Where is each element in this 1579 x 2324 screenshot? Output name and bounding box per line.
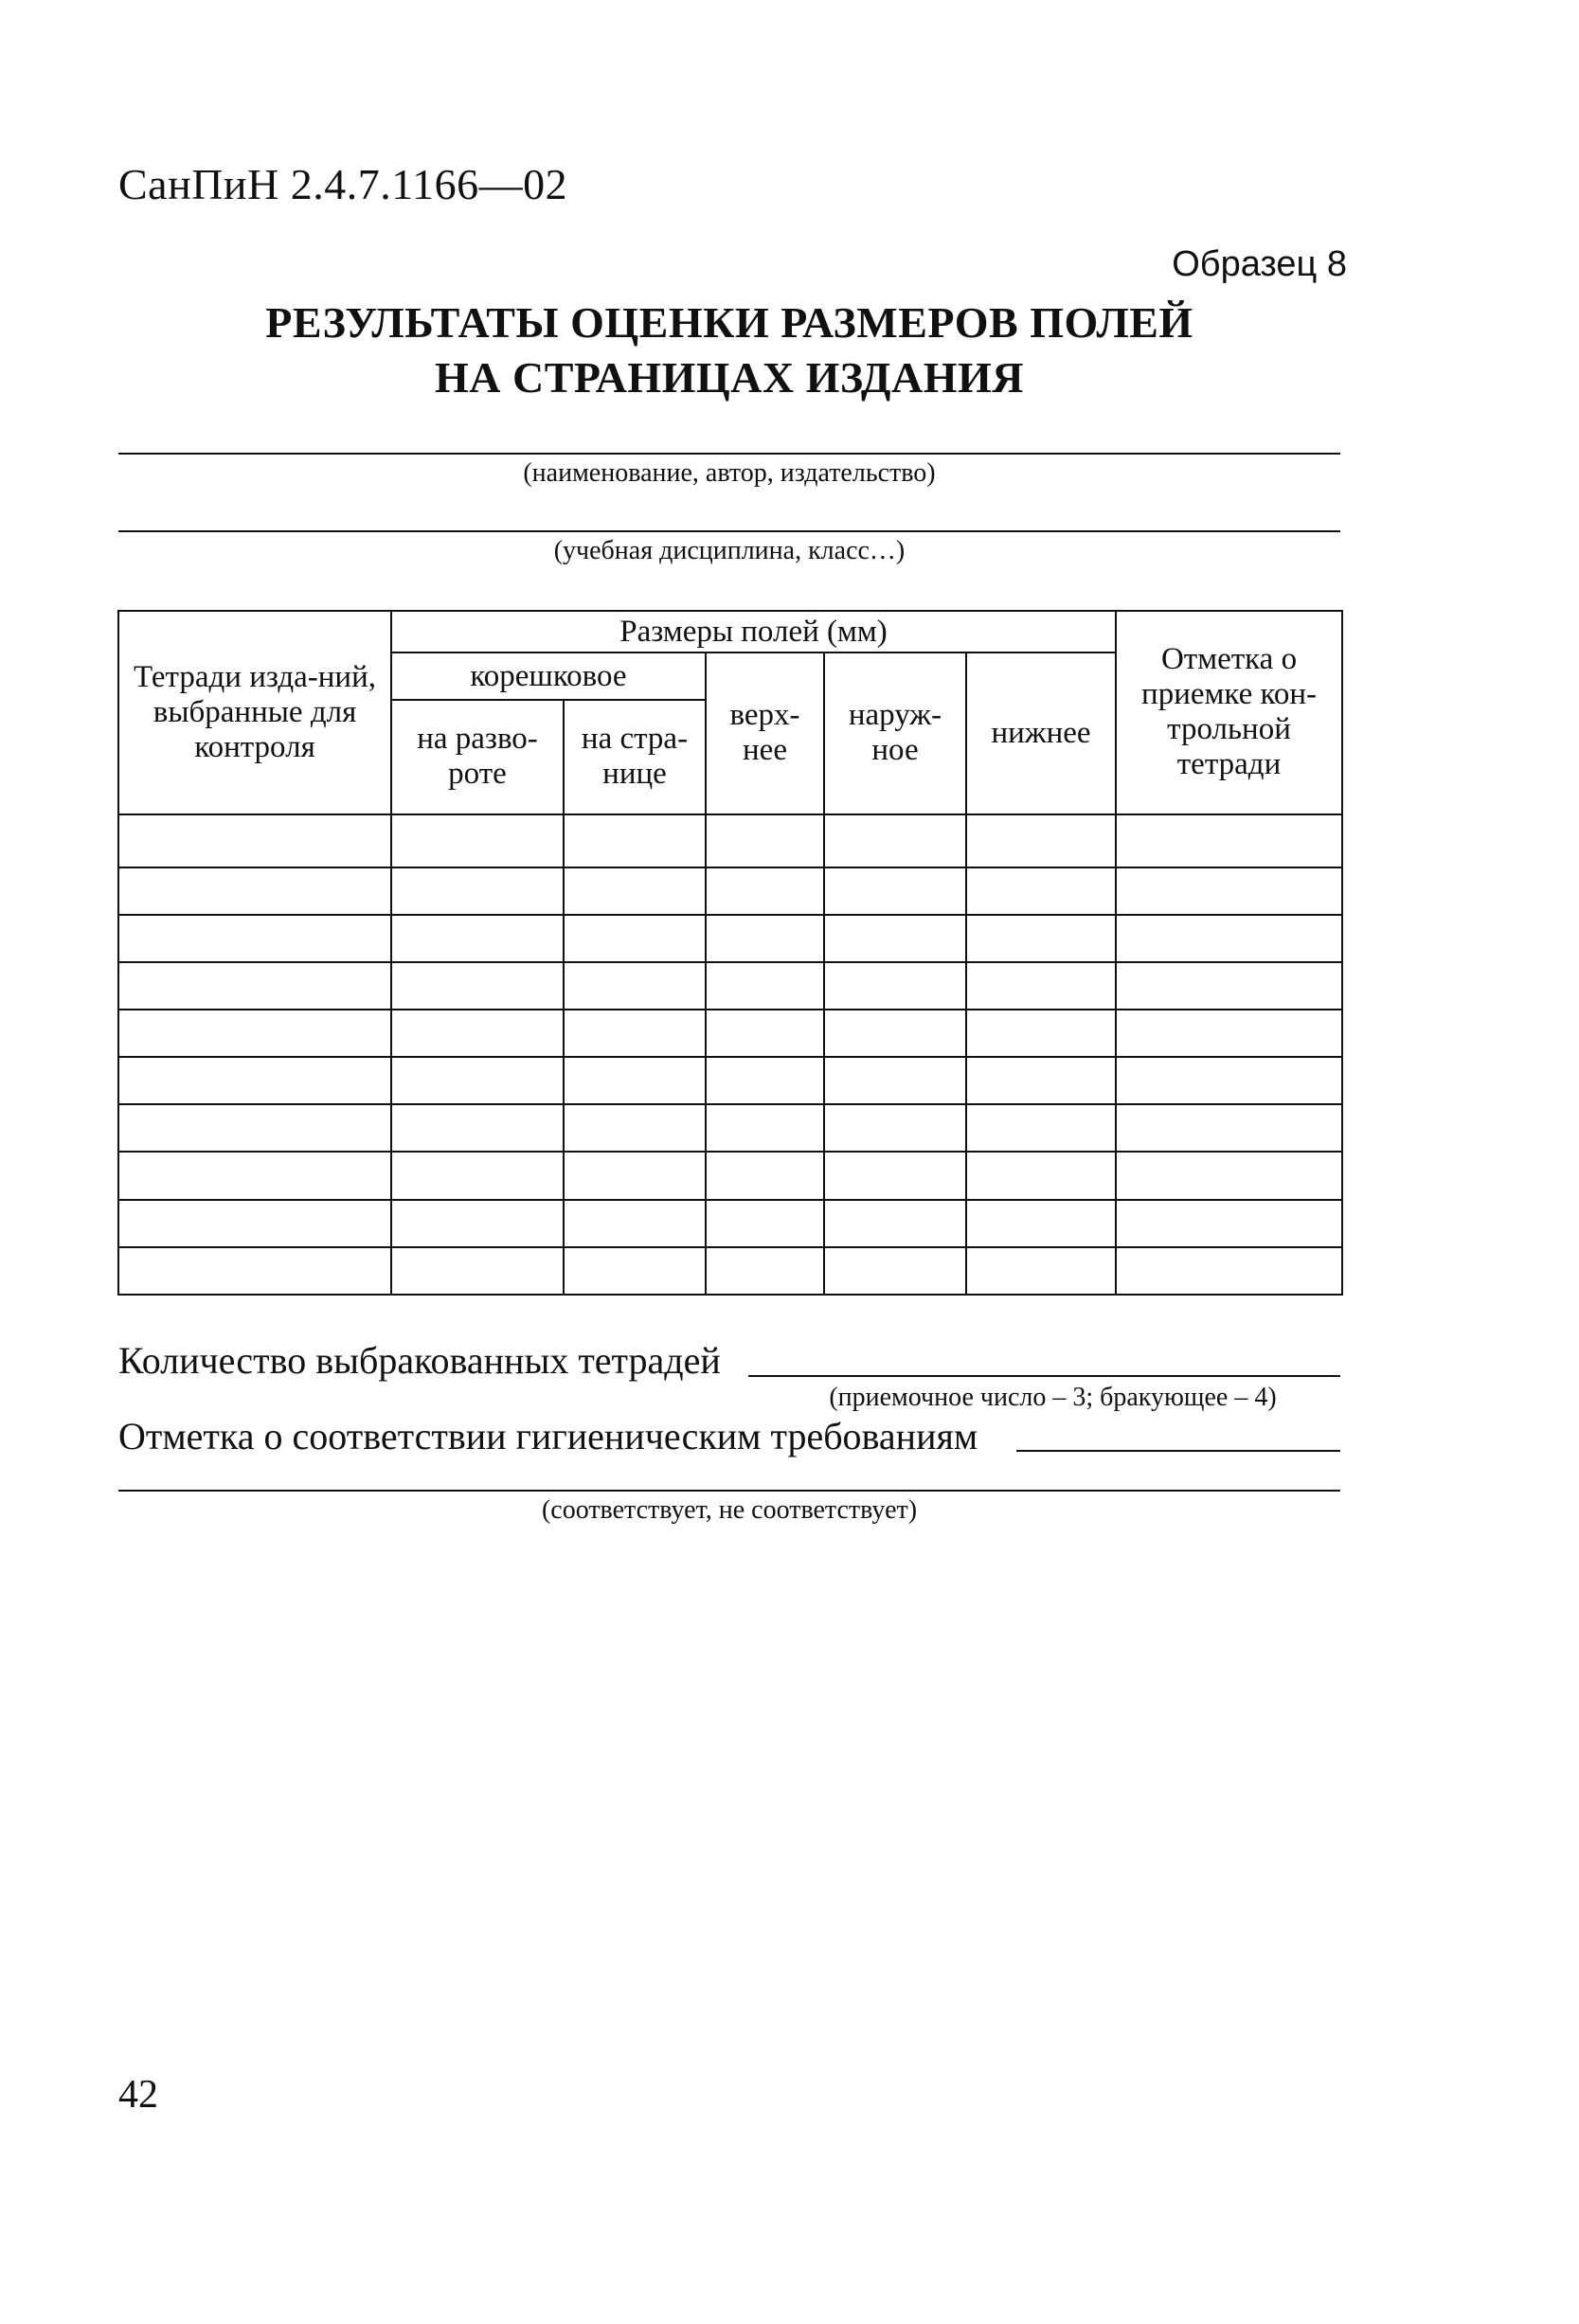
table-row (118, 1010, 1342, 1057)
table-cell[interactable] (966, 1247, 1116, 1295)
document-code: СанПиН 2.4.7.1166—02 (118, 160, 568, 208)
table-cell[interactable] (118, 1200, 391, 1247)
table-cell[interactable] (391, 1200, 564, 1247)
table-cell[interactable] (391, 867, 564, 915)
table-cell[interactable] (966, 962, 1116, 1010)
table-cell[interactable] (564, 867, 706, 915)
header-top: верх-нее (706, 653, 824, 813)
page-title (118, 295, 1340, 405)
table-cell[interactable] (564, 1200, 706, 1247)
header-page: на стра-нице (564, 700, 706, 813)
table-cell[interactable] (966, 1104, 1116, 1152)
table-cell[interactable] (564, 962, 706, 1010)
table-cell[interactable] (1116, 915, 1342, 962)
table-cell[interactable] (118, 1104, 391, 1152)
table-cell[interactable] (824, 814, 966, 867)
table-cell[interactable] (706, 1104, 824, 1152)
table-cell[interactable] (564, 1104, 706, 1152)
table-cell[interactable] (1116, 962, 1342, 1010)
header-bottom: нижнее (966, 653, 1116, 813)
table-cell[interactable] (118, 915, 391, 962)
sample-label: Образец 8 (1172, 244, 1347, 284)
table-row (118, 1104, 1342, 1152)
table-cell[interactable] (824, 1200, 966, 1247)
table-cell[interactable] (824, 1247, 966, 1295)
table-cell[interactable] (118, 1057, 391, 1104)
table-cell[interactable] (706, 814, 824, 867)
table-cell[interactable] (706, 1057, 824, 1104)
table-cell[interactable] (1116, 1247, 1342, 1295)
table-row (118, 962, 1342, 1010)
table-cell[interactable] (118, 962, 391, 1010)
table-cell[interactable] (118, 1247, 391, 1295)
hygiene-compliance-line[interactable] (118, 1490, 1340, 1492)
table-cell[interactable] (564, 915, 706, 962)
header-acceptance: Отметка о приемке кон-трольной тетради (1116, 611, 1342, 814)
table-cell[interactable] (1116, 1152, 1342, 1199)
table-row (118, 1057, 1342, 1104)
table-cell[interactable] (706, 1010, 824, 1057)
hygiene-compliance-field[interactable] (1016, 1450, 1340, 1452)
table-cell[interactable] (391, 1010, 564, 1057)
table-cell[interactable] (564, 1247, 706, 1295)
table-cell[interactable] (391, 1247, 564, 1295)
table-cell[interactable] (391, 814, 564, 867)
table-row (118, 867, 1342, 915)
table-cell[interactable] (118, 1152, 391, 1199)
hygiene-compliance-hint: (соответствует, не соответствует) (541, 1495, 918, 1525)
table-cell[interactable] (564, 814, 706, 867)
table-cell[interactable] (391, 1104, 564, 1152)
table-cell[interactable] (1116, 1010, 1342, 1057)
table-cell[interactable] (1116, 1104, 1342, 1152)
rejected-count-field[interactable] (748, 1375, 1340, 1377)
table-cell[interactable] (824, 1010, 966, 1057)
table-row (118, 1200, 1342, 1247)
table-cell[interactable] (118, 814, 391, 867)
table-cell[interactable] (966, 1057, 1116, 1104)
publication-caption: (наименование, автор, издательство) (523, 458, 936, 488)
table-cell[interactable] (1116, 1057, 1342, 1104)
header-spread: на разво-роте (391, 700, 564, 813)
table-cell[interactable] (391, 1152, 564, 1199)
publication-field-line[interactable] (118, 453, 1340, 455)
table-cell[interactable] (824, 962, 966, 1010)
header-outer: наруж-ное (824, 653, 966, 813)
table-cell[interactable] (966, 867, 1116, 915)
table-cell[interactable] (391, 915, 564, 962)
table-cell[interactable] (966, 1010, 1116, 1057)
table-cell[interactable] (564, 1152, 706, 1199)
rejected-count-label: Количество выбракованных тетрадей (118, 1339, 721, 1382)
table-cell[interactable] (706, 962, 824, 1010)
header-notebooks: Тетради изда-ний, выбранные для контроля (118, 611, 391, 814)
table-cell[interactable] (824, 867, 966, 915)
margins-table (117, 610, 1343, 1296)
table-row (118, 814, 1342, 867)
header-field-sizes: Размеры полей (мм) (391, 611, 1116, 653)
table-cell[interactable] (1116, 1200, 1342, 1247)
title-line-1: РЕЗУЛЬТАТЫ ОЦЕНКИ РАЗМЕРОВ ПОЛЕЙ (265, 298, 1193, 347)
table-cell[interactable] (706, 1152, 824, 1199)
discipline-field-line[interactable] (118, 530, 1340, 532)
table-cell[interactable] (706, 1247, 824, 1295)
table-cell[interactable] (391, 1057, 564, 1104)
table-cell[interactable] (966, 1200, 1116, 1247)
table-cell[interactable] (564, 1057, 706, 1104)
table-cell[interactable] (824, 1104, 966, 1152)
table-cell[interactable] (824, 1057, 966, 1104)
page-number: 42 (118, 2073, 158, 2117)
table-row (118, 1247, 1342, 1295)
table-cell[interactable] (966, 915, 1116, 962)
table-cell[interactable] (966, 1152, 1116, 1199)
title-line-2: НА СТРАНИЦАХ ИЗДАНИЯ (434, 353, 1024, 402)
table-cell[interactable] (824, 1152, 966, 1199)
table-row (118, 1152, 1342, 1199)
table-cell[interactable] (824, 915, 966, 962)
table-row (118, 915, 1342, 962)
hygiene-compliance-label: Отметка о соответствии гигиеническим требованиям (118, 1415, 978, 1457)
header-spine: корешковое (391, 653, 706, 700)
table-cell[interactable] (706, 915, 824, 962)
table-cell[interactable] (118, 1010, 391, 1057)
table-cell[interactable] (1116, 814, 1342, 867)
table-cell[interactable] (564, 1010, 706, 1057)
table-cell[interactable] (706, 1200, 824, 1247)
table-cell[interactable] (391, 962, 564, 1010)
rejected-count-hint: (приемочное число – 3; бракующее – 4) (829, 1383, 1277, 1412)
table-cell[interactable] (966, 814, 1116, 867)
discipline-caption: (учебная дисциплина, класс…) (553, 536, 906, 565)
table-cell[interactable] (706, 867, 824, 915)
table-cell[interactable] (1116, 867, 1342, 915)
table-cell[interactable] (118, 867, 391, 915)
